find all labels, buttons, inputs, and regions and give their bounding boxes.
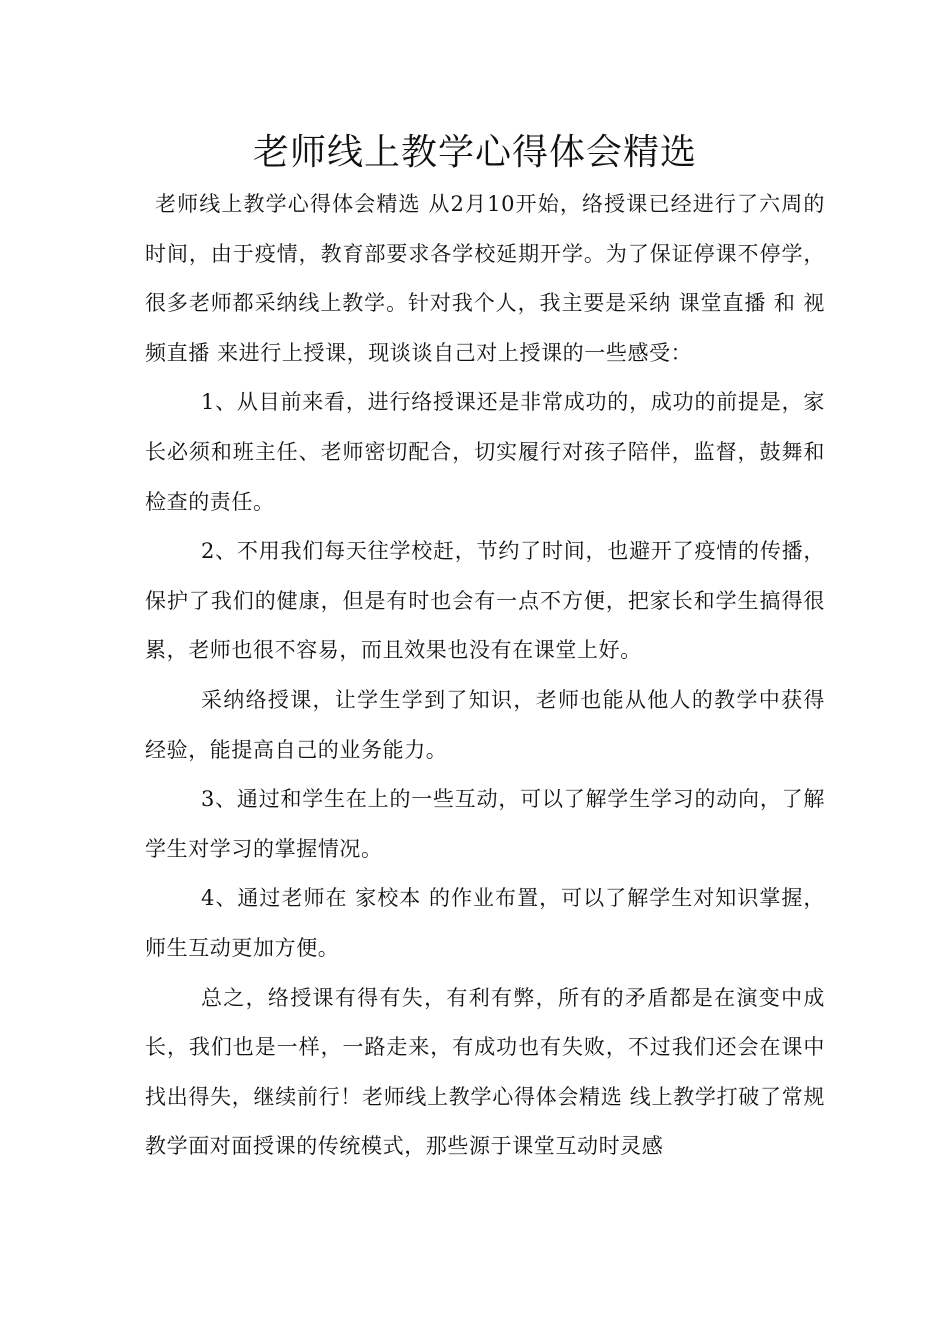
paragraph-point-3: 3、通过和学生在上的一些互动，可以了解学生学习的动向，了解学生对学习的掌握情况。: [145, 787, 825, 861]
paragraph-point-2: 2、不用我们每天往学校赶，节约了时间，也避开了疫情的传播，保护了我们的健康，但是有时也会有一点不方便，把家长和学生搞得很累，老师也很不容易，而且效果也没有在课堂上好。: [145, 539, 825, 663]
paragraph-point-1: 1、从目前来看，进行络授课还是非常成功的，成功的前提是，家长必须和班主任、老师密切配合，切实履行对孩子陪伴，监督，鼓舞和检查的责任。: [145, 390, 825, 514]
paragraph-summary: 总之，络授课有得有失，有利有弊，所有的矛盾都是在演变中成长，我们也是一样，一路走来，有成功也有失败，不过我们还会在课中找出得失，继续前行！老师线上教学心得体会精选 线上教学打破了常规教学面对面授课的传统模式，那些源于课堂互动时灵感: [145, 985, 825, 1159]
paragraph-intro: 老师线上教学心得体会精选 从2月10开始，络授课已经进行了六周的时间，由于疫情，教育部要求各学校延期开学。为了保证停课不停学，很多老师都采纳线上教学。针对我个人，我主要是采纳 课堂直播 和 视频直播 来进行上授课，现谈谈自己对上授课的一些感受：: [145, 192, 825, 365]
document-body: [145, 180, 825, 1172]
document-title: 老师线上教学心得体会精选: [252, 132, 697, 173]
paragraph-benefit: 采纳络授课，让学生学到了知识，老师也能从他人的教学中获得经验，能提高自己的业务能力。: [145, 687, 825, 762]
paragraph-point-4: 4、通过老师在 家校本 的作业布置，可以了解学生对知识掌握，师生互动更加方便。: [145, 886, 825, 960]
